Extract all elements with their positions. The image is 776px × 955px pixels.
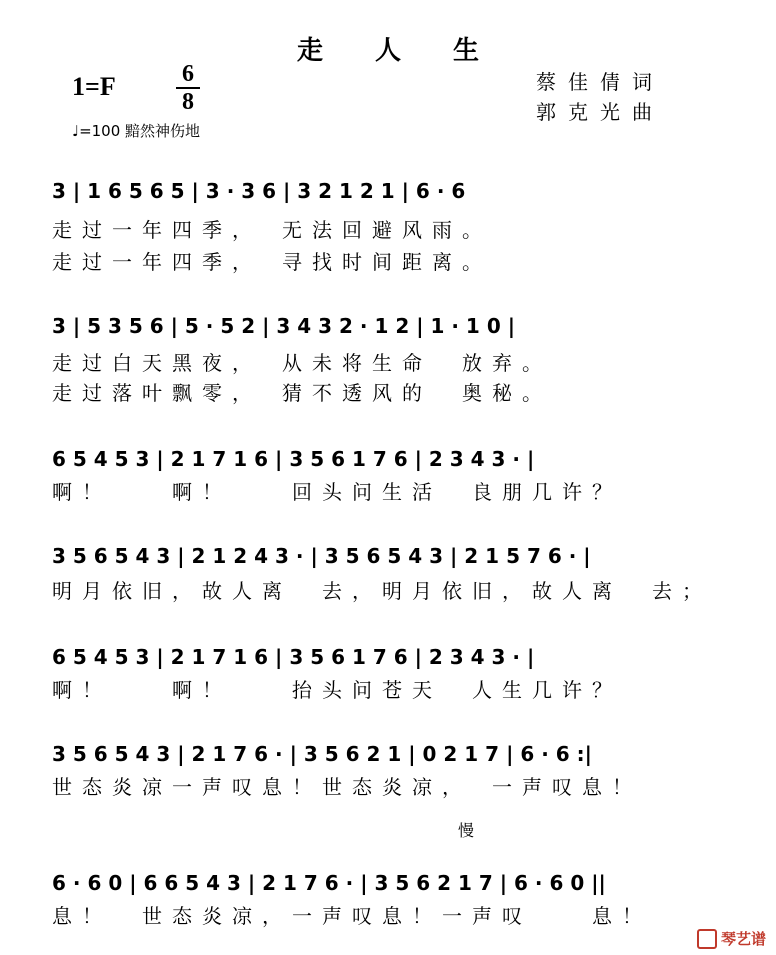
note-text: 3 5 6 5 4 3 | 2 1 2 4 3 · | 3 5 6 5 4 3 | 2 1 5 7 6 · | <box>52 544 591 568</box>
system-1-lyrics-1: 走过一年四季， 无法回避风雨。 <box>52 218 492 242</box>
time-signature <box>176 62 200 114</box>
note-text: 6 5 4 5 3 | 2 1 7 1 6 | 3 5 6 1 7 6 | 2 3 4 3 · | <box>52 447 535 471</box>
note-text: 3 | 5 3 5 6 | 5 · 5 2 | 3 4 3 2 · 1 2 | 1 · 1 0 | <box>52 314 515 338</box>
logo-icon <box>697 929 717 949</box>
slow-marking: 慢 <box>458 821 475 840</box>
composer-credit: 郭克光曲 <box>536 100 664 124</box>
lyricist-credit: 蔡佳倩词 <box>536 70 664 94</box>
system-6-notes <box>0 733 776 773</box>
note-text: 3 | 1 6 5 6 5 | 3 · 3 6 | 3 2 1 2 1 | 6 · 6 <box>52 179 466 203</box>
system-5-lyrics: 啊！ 啊！ 抬头问苍天 人生几许？ <box>52 678 622 702</box>
system-1-notes <box>0 170 776 210</box>
system-1-lyrics-2: 走过一年四季， 寻找时间距离。 <box>52 250 492 274</box>
note-text: 6 · 6 0 | 6 6 5 4 3 | 2 1 7 6 · | 3 5 6 2 1 7 | 6 · 6 0 || <box>52 871 606 895</box>
site-logo <box>697 928 766 950</box>
system-6-lyrics: 世态炎凉一声叹息！世态炎凉， 一声叹息！ <box>52 775 642 799</box>
system-2-lyrics-2: 走过落叶飘零， 猜不透风的 奥秘。 <box>52 381 552 405</box>
logo-text: 琴艺谱 <box>720 929 766 948</box>
system-2-lyrics-1: 走过白天黑夜， 从未将生命 放弃。 <box>52 351 552 375</box>
note-text: 3 5 6 5 4 3 | 2 1 7 6 · | 3 5 6 2 1 | 0 2 1 7 | 6 · 6 :| <box>52 742 592 766</box>
note-text: 6 5 4 5 3 | 2 1 7 1 6 | 3 5 6 1 7 6 | 2 3 4 3 · | <box>52 645 535 669</box>
system-3-lyrics: 啊！ 啊！ 回头问生活 良朋几许？ <box>52 480 622 504</box>
system-3-notes <box>0 438 776 478</box>
key-signature: 1=F <box>72 72 116 101</box>
system-2-notes <box>0 305 776 345</box>
time-signature-bottom: 8 <box>182 89 194 115</box>
tempo-marking: ♩=100 黯然神伤地 <box>72 122 201 140</box>
system-7-lyrics: 息！ 世态炎凉，一声叹息！一声叹 息！ <box>52 904 652 928</box>
time-signature-top: 6 <box>182 61 194 87</box>
system-7-notes <box>0 862 776 902</box>
system-5-notes <box>0 636 776 676</box>
song-title: 走人生 <box>296 36 531 66</box>
system-4-notes <box>0 535 776 575</box>
system-4-lyrics: 明月依旧，故人离 去，明月依旧，故人离 去； <box>52 579 712 603</box>
